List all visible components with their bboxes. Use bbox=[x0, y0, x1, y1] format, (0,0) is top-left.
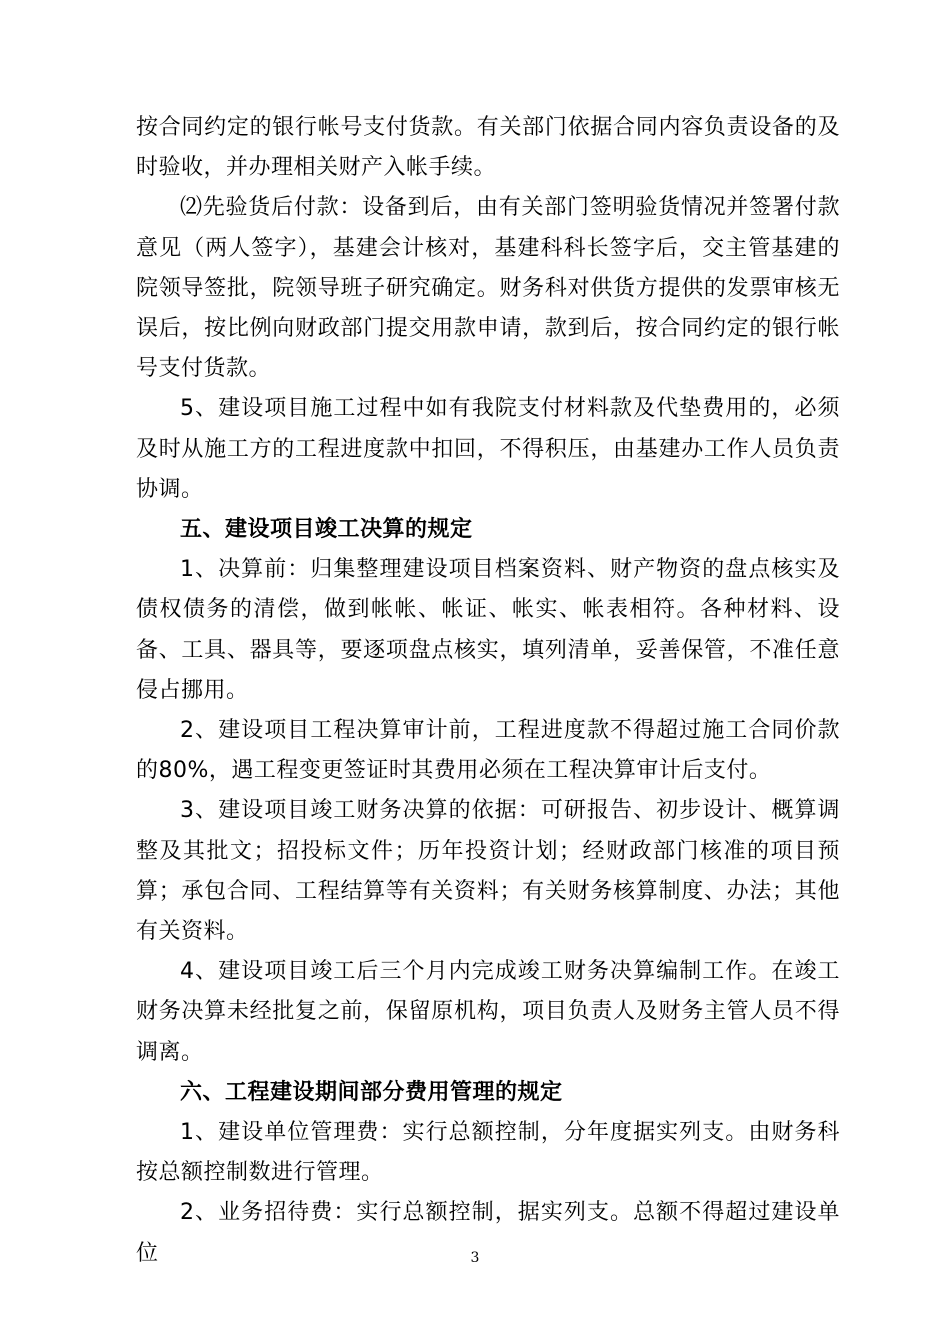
paragraph-final-accounts-2: 2、建设项目工程决算审计前，工程进度款不得超过施工合同价款的80%，遇工程变更签证时其费用必须在工程决算审计后支付。 bbox=[136, 718, 840, 784]
paragraph-expenses-1: 1、建设单位管理费：实行总额控制，分年度据实列支。由财务科按总额控制数进行管理。 bbox=[136, 1120, 840, 1186]
paragraph-final-accounts-4: 4、建设项目竣工后三个月内完成竣工财务决算编制工作。在竣工财务决算未经批复之前，保留原机构，项目负责人及财务主管人员不得调离。 bbox=[136, 959, 840, 1065]
paragraph-inspect-then-pay: ⑵先验货后付款：设备到后，由有关部门签明验货情况并签署付款意见（两人签字），基建会计核对，基建科科长签字后，交主管基建的院领导签批，院领导班子研究确定。财务科对供货方提供的发票审核无误后，按比例向财政部门提交用款申请，款到后，按合同约定的银行帐号支付货款。 bbox=[136, 195, 840, 382]
document-body bbox=[136, 108, 840, 1274]
paragraph-final-accounts-1: 1、决算前：归集整理建设项目档案资料、财产物资的盘点核实及债权债务的清偿，做到帐帐、帐证、帐实、帐表相符。各种材料、设备、工具、器具等，要逐项盘点核实，填列清单，妥善保管，不准任意侵占挪用。 bbox=[136, 557, 840, 703]
section-heading-6: 六、工程建设期间部分费用管理的规定 bbox=[180, 1079, 563, 1105]
paragraph-expenses-2: 2、业务招待费：实行总额控制，据实列支。总额不得超过建设单位 bbox=[136, 1200, 840, 1266]
paragraph-final-accounts-3: 3、建设项目竣工财务决算的依据：可研报告、初步设计、概算调整及其批文；招投标文件；历年投资计划；经财政部门核准的项目预算；承包合同、工程结算等有关资料；有关财务核算制度、办法；其他有关资料。 bbox=[136, 798, 840, 945]
paragraph-item-5: 5、建设项目施工过程中如有我院支付材料款及代垫费用的，必须及时从施工方的工程进度款中扣回，不得积压，由基建办工作人员负责协调。 bbox=[136, 396, 840, 502]
paragraph-payment-continued: 按合同约定的银行帐号支付货款。有关部门依据合同内容负责设备的及时验收，并办理相关财产入帐手续。 bbox=[136, 115, 840, 181]
section-heading-5: 五、建设项目竣工决算的规定 bbox=[180, 517, 473, 543]
page-number: 3 bbox=[470, 1250, 480, 1266]
